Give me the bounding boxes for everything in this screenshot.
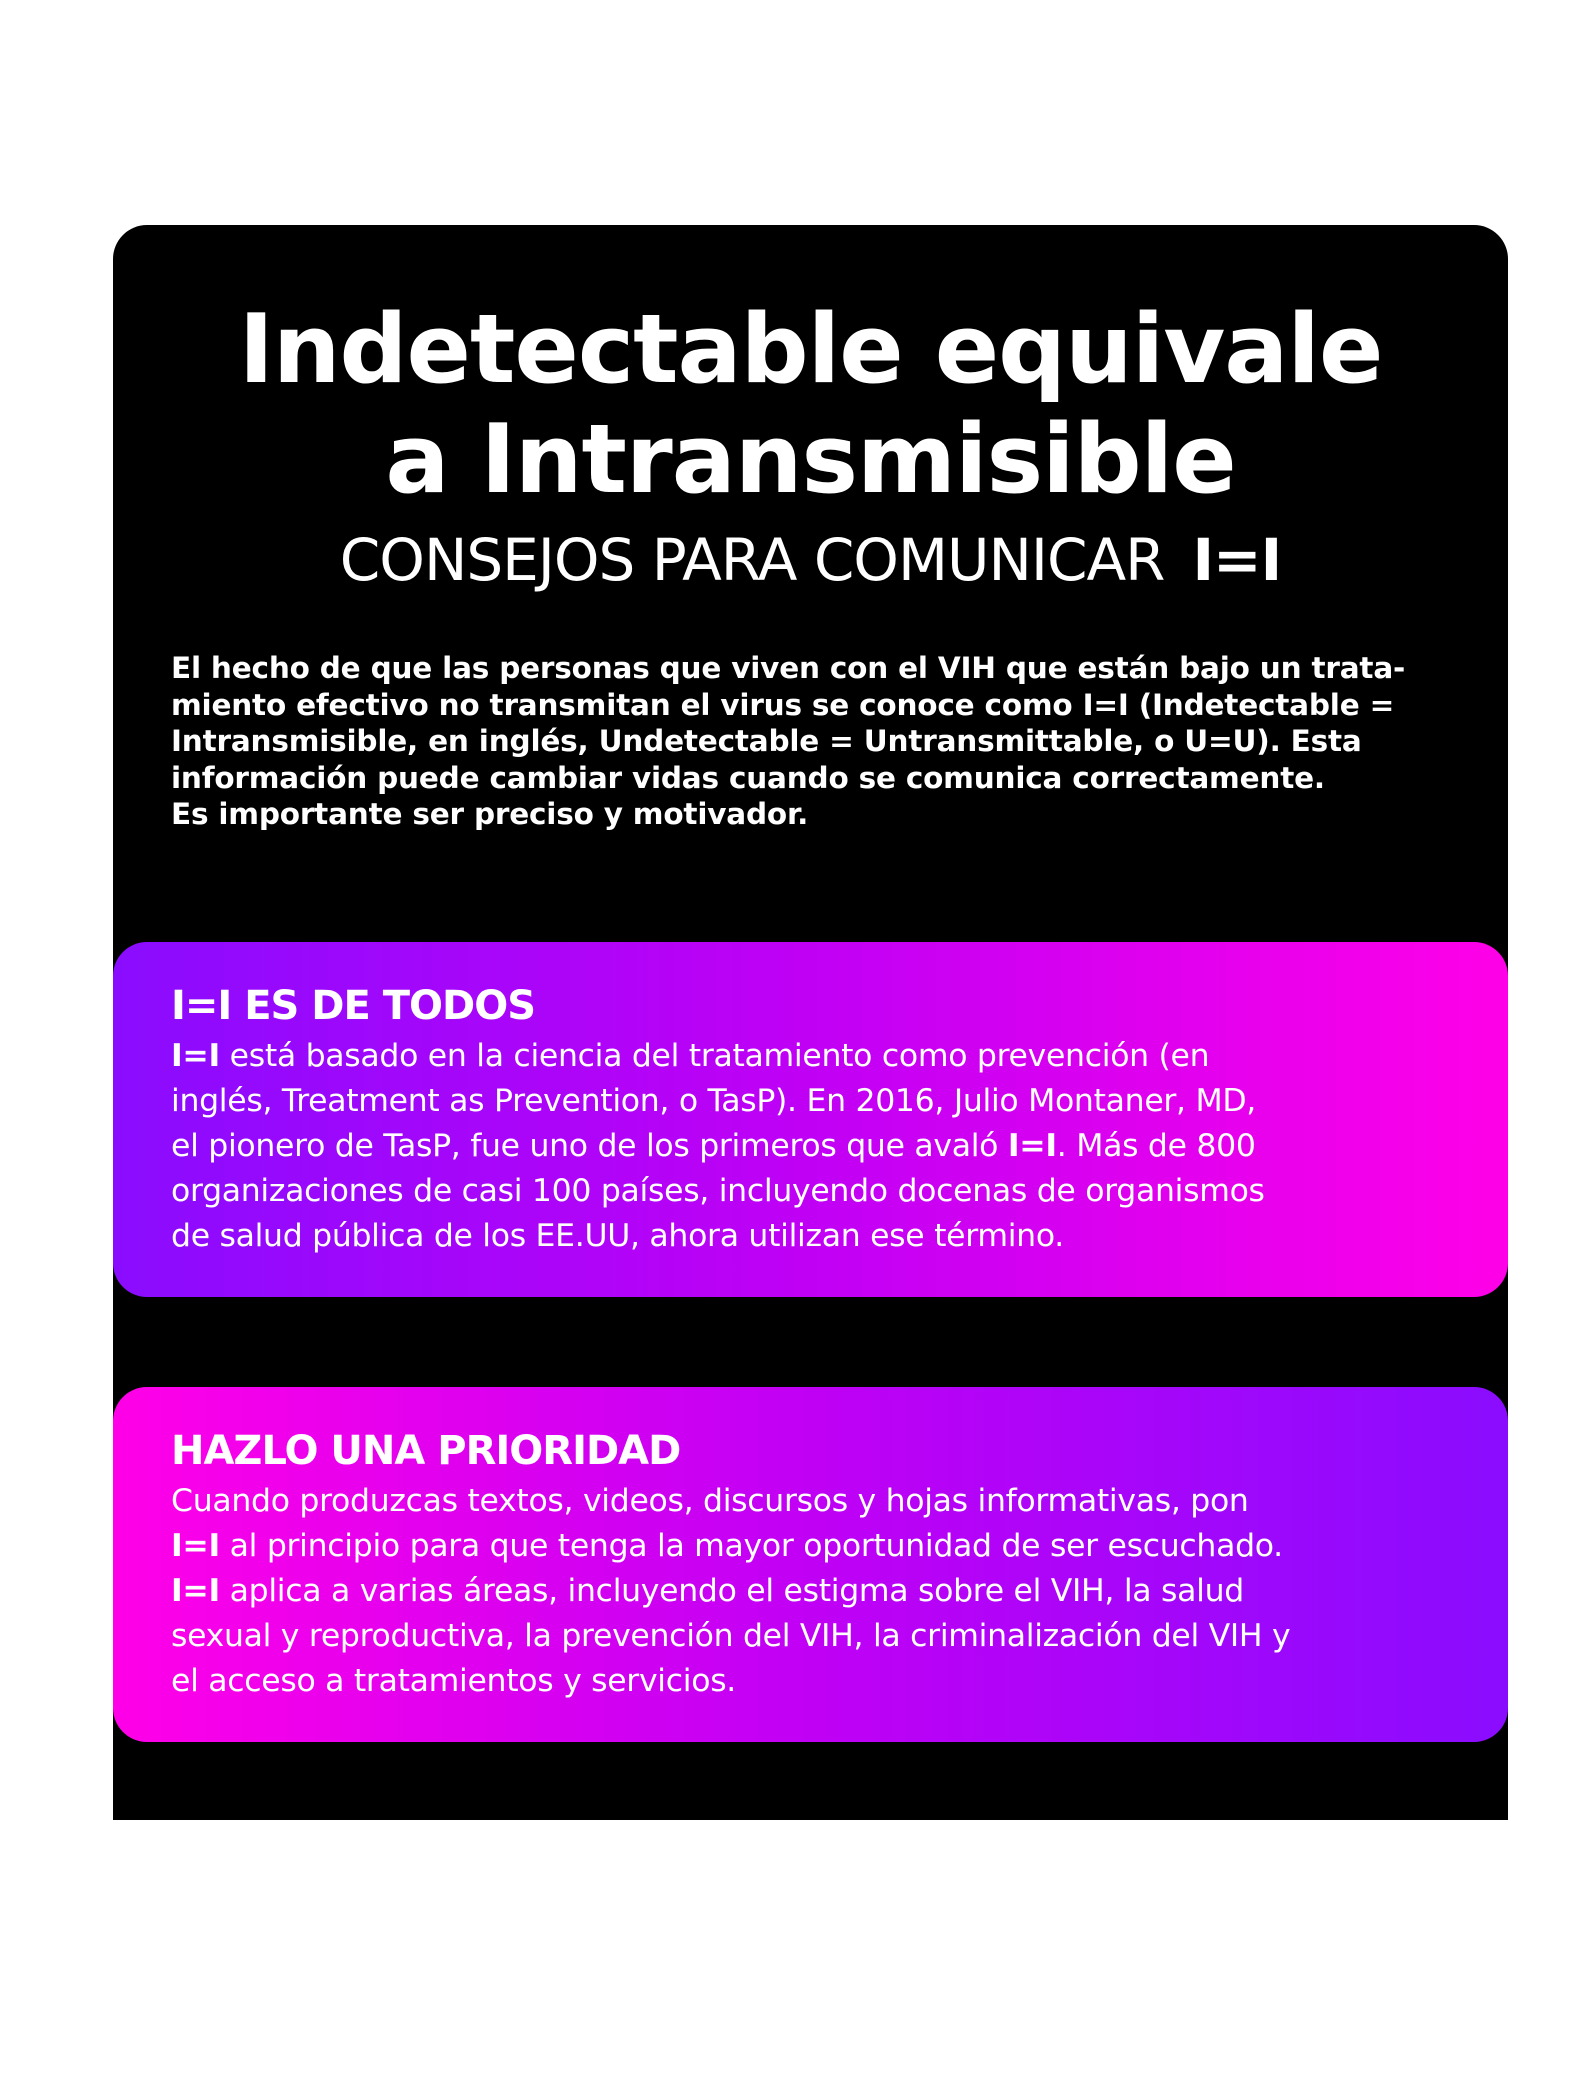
card-line [171,1524,1450,1569]
card-line [171,1569,1450,1614]
bold-term: I=I [171,1528,220,1564]
card-line: inglés, Treatment as Prevention, o TasP). En 2016, Julio Montaner, MD, [171,1083,1257,1119]
card-text [171,1479,1450,1704]
card-i-i-es-de-todos [113,942,1508,1297]
subtitle-accent: I=I [1192,526,1282,594]
bold-term: I=I [171,1038,220,1074]
intro-line: Intransmisible, en inglés, Undetectable = Untransmittable, o U=U). Esta [171,724,1362,758]
intro-line: El hecho de que las personas que viven con el VIH que están bajo un trata- [171,651,1406,685]
text-fragment: . Más de 800 [1056,1128,1256,1164]
card-text [171,1034,1450,1259]
card-line: el acceso a tratamientos y servicios. [171,1663,737,1699]
title-line-2: a Intransmisible [385,405,1236,515]
title-line-1: Indetectable equivale [238,295,1383,405]
card-title: I=I ES DE TODOS [171,983,536,1029]
bold-term: I=I [171,1573,220,1609]
infographic-panel [113,225,1508,1820]
intro-line: miento efectivo no transmitan el virus se conoce como I=I (Indetectable = [171,687,1395,722]
text-fragment: está basado en la ciencia del tratamiento como prevención (en [219,1038,1210,1074]
bold-term: I=I [1007,1128,1057,1164]
card-line [171,1124,1450,1169]
text-fragment: aplica a varias áreas, incluyendo el estigma sobre el VIH, la salud [219,1573,1244,1609]
card-line: sexual y reproductiva, la prevención del VIH, la criminalización del VIH y [171,1618,1291,1654]
page-title [113,295,1508,515]
intro-line: Es importante ser preciso y motivador. [171,797,809,831]
subtitle [113,525,1508,595]
card-line: Cuando produzcas textos, videos, discursos y hojas informativas, pon [171,1483,1249,1519]
intro-paragraph [171,650,1471,833]
text-fragment: el pionero de TasP, fue uno de los primeros que avaló [171,1128,1008,1164]
card-hazlo-una-prioridad [113,1387,1508,1742]
subtitle-main: CONSEJOS PARA COMUNICAR [339,526,1165,594]
card-title: HAZLO UNA PRIORIDAD [171,1428,681,1474]
card-line: de salud pública de los EE.UU, ahora utilizan ese término. [171,1218,1064,1254]
text-fragment: al principio para que tenga la mayor oportunidad de ser escuchado. [219,1528,1283,1564]
card-line [171,1034,1450,1079]
card-line: organizaciones de casi 100 países, incluyendo docenas de organismos [171,1173,1265,1209]
intro-line: información puede cambiar vidas cuando se comunica correctamente. [171,760,1325,795]
